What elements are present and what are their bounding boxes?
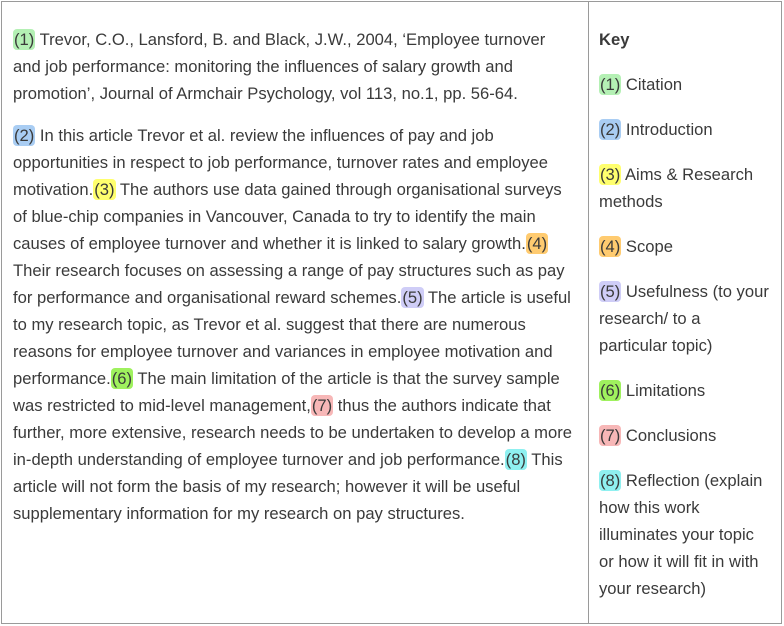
tag-8: (8) bbox=[505, 450, 526, 469]
scope-text: Their research focuses on assessing a range of pay structures such as pay for performance and organisational reward schemes. bbox=[13, 261, 565, 307]
key-label: Conclusions bbox=[621, 426, 717, 445]
tag-3: (3) bbox=[94, 180, 115, 199]
key-label: Scope bbox=[621, 237, 673, 256]
key-item-reflection bbox=[599, 467, 773, 602]
limitations-text: The main limitation of the article is that the survey sample was restricted to mid-level management, bbox=[13, 369, 560, 415]
tag-2: (2) bbox=[14, 126, 35, 145]
key-label: Reflection (explain how this work illuminates your topic or how it will fit in with your research) bbox=[599, 471, 763, 598]
introduction-text: In this article Trevor et al. review the influences of pay and job opportunities in respect to job performance, turnover rates and employee motivation. bbox=[13, 126, 548, 199]
key-label: Limitations bbox=[621, 381, 706, 400]
usefulness-text: The article is useful to my research topic, as Trevor et al. suggest that there are numerous reasons for employee turnover and variances in employee motivation and performance. bbox=[13, 288, 571, 388]
tag-5: (5) bbox=[402, 288, 423, 307]
conclusions-text: thus the authors indicate that further, more extensive, research needs to be undertaken to develop a more in-depth understanding of employee turnover and job performance. bbox=[13, 396, 572, 469]
key-tag-4: (4) bbox=[600, 237, 621, 256]
annotation-paragraph bbox=[13, 122, 576, 527]
reflection-text: This article will not form the basis of my research; however it will be useful supplementary information for my research on pay structures. bbox=[13, 450, 563, 523]
tag-1: (1) bbox=[14, 30, 35, 49]
key-tag-7: (7) bbox=[600, 426, 621, 445]
key-item-usefulness bbox=[599, 278, 773, 359]
key-title: Key bbox=[599, 30, 630, 49]
key-item-conclusions bbox=[599, 422, 773, 449]
key-column bbox=[589, 2, 781, 623]
key-tag-6: (6) bbox=[600, 381, 621, 400]
key-label: Introduction bbox=[621, 120, 713, 139]
key-label: Usefulness (to your research/ to a particular topic) bbox=[599, 282, 769, 355]
key-tag-1: (1) bbox=[600, 75, 621, 94]
citation-text: Trevor, C.O., Lansford, B. and Black, J.W., 2004, ‘Employee turnover and job performance: monitoring the influences of salary growth and promotion’, Journal of Armchair Psychology, vol 113, no.1, pp. 56-64. bbox=[13, 30, 546, 103]
key-label: Aims & Research methods bbox=[599, 165, 754, 211]
key-tag-2: (2) bbox=[600, 120, 621, 139]
key-tag-8: (8) bbox=[600, 471, 621, 490]
annotated-bibliography-table bbox=[1, 1, 782, 624]
annotation-column bbox=[2, 2, 589, 623]
citation-paragraph bbox=[13, 26, 576, 107]
key-tag-3: (3) bbox=[600, 165, 621, 184]
key-item-citation bbox=[599, 71, 773, 98]
key-tag-5: (5) bbox=[600, 282, 621, 301]
key-item-aims bbox=[599, 161, 773, 215]
key-label: Citation bbox=[621, 75, 683, 94]
tag-4: (4) bbox=[526, 234, 548, 253]
key-item-scope bbox=[599, 233, 773, 260]
key-item-introduction bbox=[599, 116, 773, 143]
aims-methods-text: The authors use data gained through organisational surveys of blue-chip companies in Vancouver, Canada to try to identify the main causes of employee turnover and whether it is linked to salary growth. bbox=[13, 180, 562, 253]
key-item-limitations bbox=[599, 377, 773, 404]
tag-6: (6) bbox=[111, 369, 133, 388]
tag-7: (7) bbox=[311, 396, 333, 415]
